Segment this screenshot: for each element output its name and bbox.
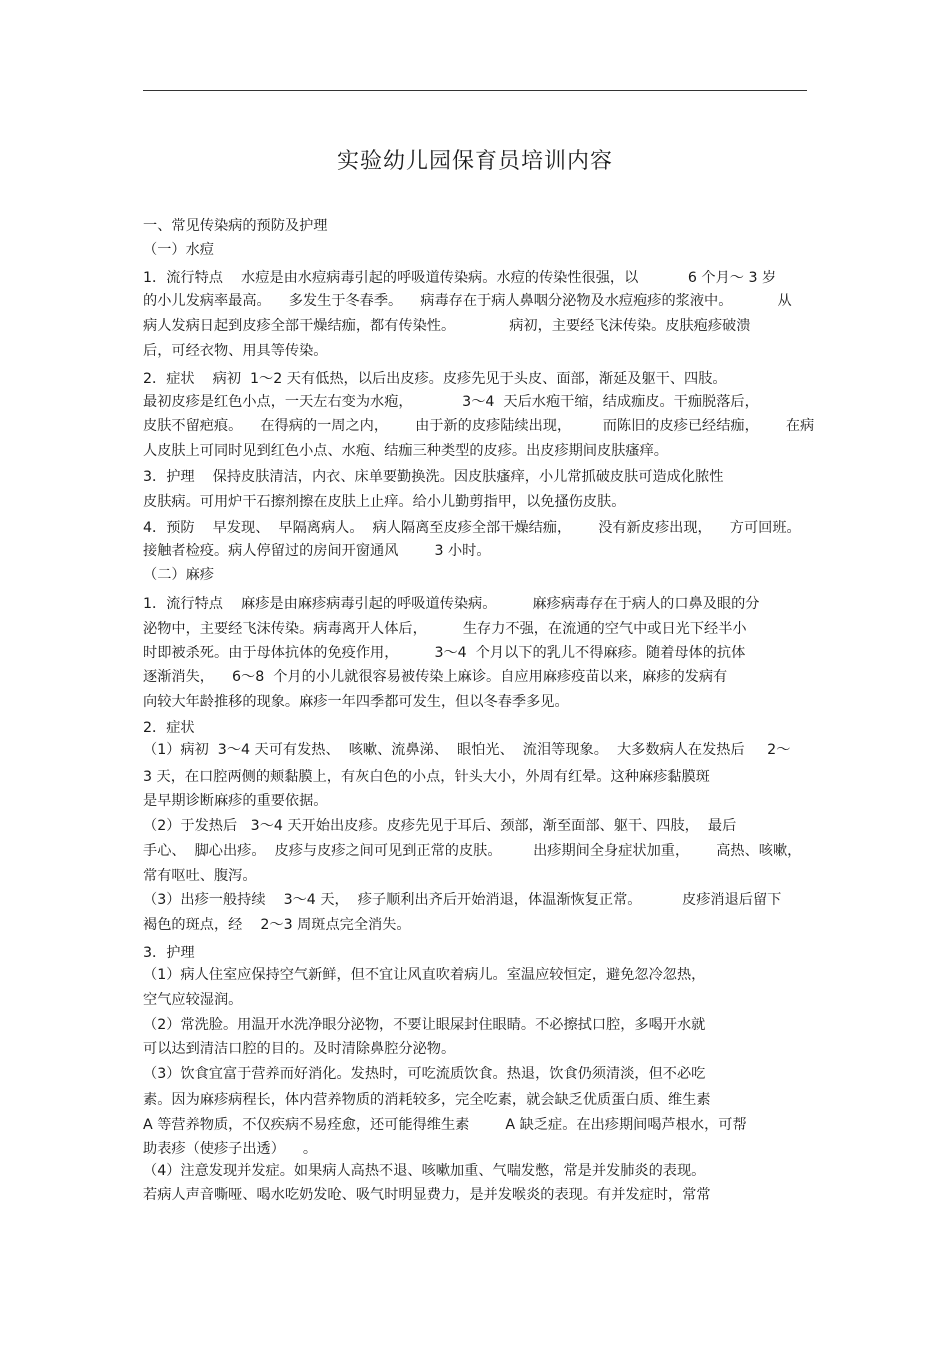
text-line: （1）病人住室应保持空气新鲜，但不宜让风直吹着病儿。室温应较恒定，避免忽冷忽热， [143, 967, 706, 983]
text-line: （一）水痘 [143, 242, 214, 258]
text-line: （2）常洗脸。用温开水洗净眼分泌物，不要让眼屎封住眼睛。不必擦拭口腔，多喝开水就 [143, 1017, 706, 1033]
text-line: 可以达到清洁口腔的目的。及时清除鼻腔分泌物。 [143, 1041, 456, 1057]
text-line: （1）病初 3～4 天可有发热、 咳嗽、流鼻涕、 眼怕光、 流泪等现象。 大多数病人在发热后 2～ [143, 742, 791, 758]
text-line: 泌物中，主要经飞沫传染。病毒离开人体后， 生存力不强，在流通的空气中或日光下经半小 [143, 621, 747, 637]
text-line: 是早期诊断麻疹的重要依据。 [143, 793, 328, 809]
text-line: （3）出疹一般持续 3～4 天， 疹子顺利出齐后开始消退，体温渐恢复正常。 皮疹消退后留下 [143, 892, 782, 908]
text-line: 一、常见传染病的预防及护理 [143, 218, 328, 234]
text-line: 的小儿发病率最高。 多发生于冬春季。 病毒存在于病人鼻咽分泌物及水痘疱疹的浆液中。 从 [143, 293, 792, 309]
text-line: （4）注意发现并发症。如果病人高热不退、咳嗽加重、气喘发憋，常是并发肺炎的表现。 [143, 1163, 706, 1179]
text-line: 4．预防 早发现、 早隔离病人。 病人隔离至皮疹全部干燥结痂， 没有新皮疹出现， 方可回班。 [143, 520, 801, 536]
text-line: （2）于发热后 3～4 天开始出皮疹。皮疹先见于耳后、颈部，渐至面部、躯干、四肢， 最后 [143, 818, 737, 834]
text-line: 3．护理 [143, 945, 195, 961]
text-line: （二）麻疹 [143, 567, 214, 583]
text-line: 逐渐消失， 6～8 个月的小儿就很容易被传染上麻诊。自应用麻疹疫苗以来，麻疹的发病有 [143, 669, 728, 685]
text-line: 2．症状 病初 1～2 天有低热，以后出皮疹。皮疹先见于头皮、面部，渐延及躯干、四肢。 [143, 371, 727, 387]
text-line: 人皮肤上可同时见到红色小点、水疱、结痂三种类型的皮疹。出皮疹期间皮肤瘙痒。 [143, 443, 668, 459]
text-line: 素。因为麻疹病程长，体内营养物质的消耗较多，完全吃素，就会缺乏优质蛋白质、维生素 [143, 1092, 711, 1108]
text-line: 接触者检疫。病人停留过的房间开窗通风 3 小时。 [143, 543, 491, 559]
text-line: 3 天，在口腔两侧的颊黏膜上，有灰白色的小点，针头大小，外周有红晕。这种麻疹黏膜斑 [143, 769, 710, 785]
text-line: 2．症状 [143, 720, 195, 736]
text-line: 常有呕吐、腹泻。 [143, 868, 257, 884]
text-line: 皮肤病。可用炉干石擦剂擦在皮肤上止痒。给小儿勤剪指甲，以免搔伤皮肤。 [143, 494, 626, 510]
text-line: 向较大年龄推移的现象。麻疹一年四季都可发生，但以冬春季多见。 [143, 694, 569, 710]
text-line: A 等营养物质，不仅疾病不易痊愈，还可能得维生素 A 缺乏症。在出疹期间喝芦根水，可帮 [143, 1117, 747, 1133]
text-line: 若病人声音嘶哑、喝水吃奶发呛、吸气时明显费力，是并发喉炎的表现。有并发症时，常常 [143, 1187, 711, 1203]
text-line: 3．护理 保持皮肤清洁，内衣、床单要勤换洗。因皮肤瘙痒，小儿常抓破皮肤可造成化脓性 [143, 469, 724, 485]
text-line: 1．流行特点 麻疹是由麻疹病毒引起的呼吸道传染病。 麻疹病毒存在于病人的口鼻及眼的分 [143, 596, 760, 612]
text-line: 手心、 脚心出疹。 皮疹与皮疹之间可见到正常的皮肤。 出疹期间全身症状加重， 高热、咳嗽， [143, 843, 802, 859]
document-title: 实验幼儿园保育员培训内容 [336, 149, 613, 174]
header-rule [143, 90, 807, 91]
text-line: 1．流行特点 水痘是由水痘病毒引起的呼吸道传染病。水痘的传染性很强，以 6 个月～ 3 岁 [143, 270, 777, 286]
text-line: 后，可经衣物、用具等传染。 [143, 343, 328, 359]
text-line: 最初皮疹是红色小点，一天左右变为水疱， 3～4 天后水疱干缩，结成痂皮。干痂脱落后， [143, 394, 759, 410]
text-line: 病人发病日起到皮疹全部干燥结痂，都有传染性。 病初，主要经飞沫传染。皮肤疱疹破溃 [143, 318, 751, 334]
text-line: 助表疹（使疹子出透） 。 [143, 1141, 318, 1157]
text-line: 时即被杀死。由于母体抗体的免疫作用， 3～4 个月以下的乳儿不得麻疹。随着母体的抗体 [143, 645, 746, 661]
text-line: 皮肤不留疤痕。 在得病的一周之内， 由于新的皮疹陆续出现， 而陈旧的皮疹已经结痂， 在病 [143, 418, 815, 434]
text-line: 褐色的斑点，经 2～3 周斑点完全消失。 [143, 917, 411, 933]
text-line: （3）饮食宜富于营养而好消化。发热时，可吃流质饮食。热退，饮食仍须清淡，但不必吃 [143, 1066, 706, 1082]
text-line: 空气应较湿润。 [143, 992, 243, 1008]
